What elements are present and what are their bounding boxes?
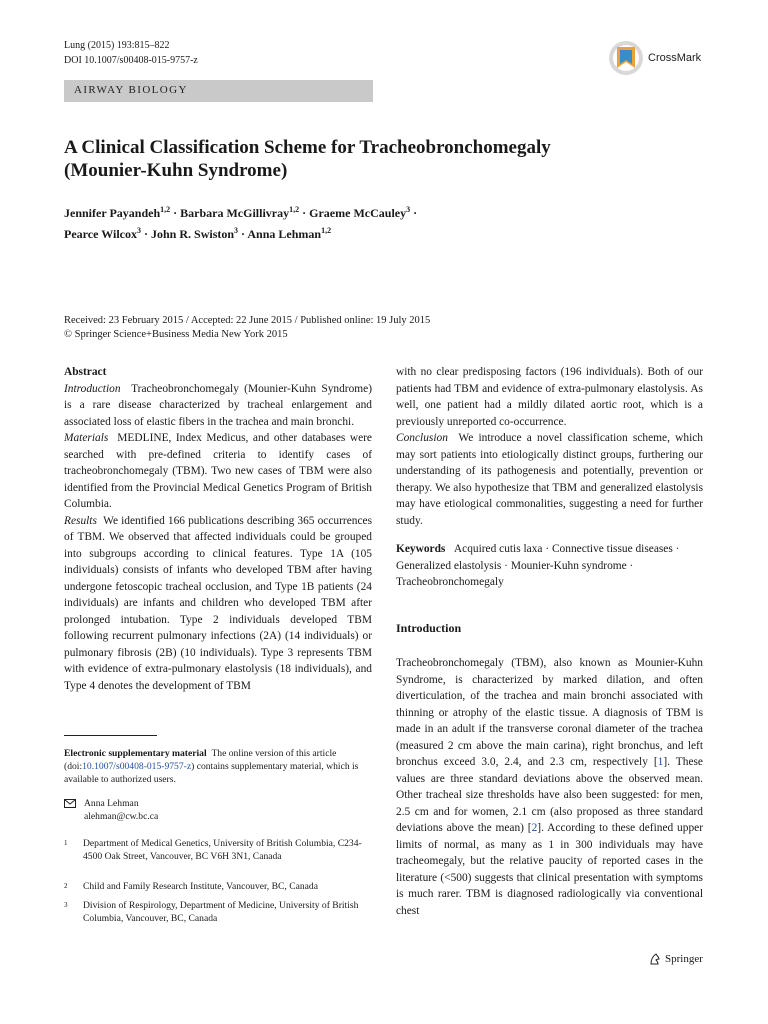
crossmark-icon (606, 38, 646, 78)
results-continued: with no clear predisposing factors (196 individuals). Both of our patients had TBM and evidence of extra-pulmonary elastolysis. As well, one patient had a mildly dilated aortic root, which is a previously unreported co-occurrence. (396, 366, 703, 428)
abstract-heading: Abstract (64, 366, 107, 378)
copyright-line: © Springer Science+Business Media New York 2015 (64, 329, 288, 340)
doi-line: DOI 10.1007/s00408-015-9757-z (64, 55, 198, 66)
abstract-introduction (64, 381, 372, 431)
introduction-label: Introduction (64, 382, 121, 395)
correspondence (64, 797, 372, 823)
affiliation-text: Child and Family Research Institute, Vancouver, BC, Canada (83, 881, 318, 892)
abstract-results (64, 513, 372, 695)
author-name[interactable]: Graeme McCauley (309, 206, 407, 220)
affiliation-text: Department of Medical Genetics, University of British Columbia, C234-4500 Oak Street, Vancouver, BC V6H 3N1, Canada (83, 838, 362, 862)
author-affiliation: 1,2 (160, 205, 171, 214)
envelope-icon (64, 799, 76, 808)
affiliation-text: Division of Respirology, Department of Medicine, University of British Columbia, Vancouver, BC, Canada (83, 900, 359, 924)
author-line-1 (64, 201, 704, 222)
footnote-divider (64, 735, 157, 736)
title-line-1: A Clinical Classification Scheme for Tracheobronchomegaly (64, 137, 551, 158)
abstract-right (396, 364, 703, 529)
citation-link[interactable]: 1 (657, 756, 664, 768)
author-list (64, 201, 704, 243)
intro-text-b: ]. These values are three standard deviations above the observed mean. Other tracheal size thresholds have also been suggested: for men, 2.5 cm and for women, 2.1 cm (also proposed as three standard deviations above the mean) [ (396, 756, 703, 834)
journal-citation: Lung (2015) 193:815–822 (64, 40, 170, 51)
author-separator: · (410, 206, 418, 220)
affiliation-3 (64, 899, 372, 927)
keywords-label: Keywords (396, 543, 446, 555)
crossmark-badge[interactable] (606, 38, 701, 78)
dates-line: Received: 23 February 2015 / Accepted: 22 June 2015 / Published online: 19 July 2015 (64, 315, 431, 326)
supplementary-label: Electronic supplementary material (64, 748, 207, 759)
affiliation-1 (64, 837, 372, 877)
results-text: We identified 166 publications describing 365 occurrences of TBM. We observed that affected individuals could be grouped into subgroups according to clinical features. Type 1A (105 individuals) consists of infants who developed TBM after having undergone fetoscopic tracheal occlusion, and Type 1B patients (24 individuals) are infants and children who developed TBM after prolonged intubation. Type 2 individuals developed TBM following recurrent pulmonary infections (2A) (14 individuals) or pulmonary fibrosis (2B) (10 individuals). Type 3 represents TBM with evidence of extra-pulmonary elastolysis (18 individuals), and Type 4 denotes the development of TBM (64, 514, 372, 692)
materials-text: MEDLINE, Index Medicus, and other databases were searched with pre-defined criteria to identify cases of tracheobronchomegaly (TBM). Two new cases of TBM were also identified from the Provincial Medical Genetics Program of British Columbia. (64, 432, 372, 510)
intro-text-a: Tracheobronchomegaly (TBM), also known as Mounier-Kuhn Syndrome, is characterized by marked dilation, and often diverticulation, of the trachea and main bronchi associated with thinning or atrophy of the elastic tissue. A diagnosis of TBM is made in an adult if the transverse coronal diameter of the trachea (measured 2 cm above the main carina), right bronchus, and left bronchus exceed 3.0, 2.4, and 2.3 cm, respectively [ (396, 657, 703, 768)
introduction-paragraph (396, 655, 703, 919)
author-separator: · (140, 227, 151, 241)
crossmark-label: CrossMark (648, 52, 702, 64)
publisher-logo (648, 952, 703, 966)
author-name[interactable]: Pearce Wilcox (64, 227, 137, 241)
author-name[interactable]: John R. Swiston (151, 227, 235, 241)
author-affiliation: 3 (136, 226, 141, 235)
affiliation-number: 3 (64, 901, 68, 909)
keywords-text: Acquired cutis laxa · Connective tissue diseases · Generalized elastolysis · Mounier-Kuhn syndrome · Tracheobronchomegaly (396, 543, 680, 588)
affiliation-2 (64, 880, 372, 894)
results-label: Results (64, 514, 97, 527)
author-name[interactable]: Barbara McGillivray (180, 206, 290, 220)
title-line-2: (Mounier-Kuhn Syndrome) (64, 160, 288, 181)
materials-label: Materials (64, 432, 109, 444)
abstract-materials (64, 430, 372, 513)
springer-horse-icon (648, 952, 662, 966)
author-affiliation: 1,2 (289, 205, 300, 214)
keywords (396, 541, 703, 591)
correspondence-email[interactable]: alehman@cw.bc.ca (84, 811, 159, 822)
article-title (64, 136, 704, 182)
author-separator: · (170, 206, 181, 220)
author-name[interactable]: Anna Lehman (247, 227, 322, 241)
conclusion-text: We introduce a novel classification scheme, which may sort patients into etiologically distinct groups, furthering our understanding of its pathogenesis and potentially, prevention or therapy. We also hypothesize that TBM and generalized elastolysis may have etiological commonalities, suggesting a need for further study. (396, 432, 703, 527)
section-banner (64, 80, 373, 102)
author-affiliation: 1,2 (321, 226, 332, 235)
supplementary-doi-link[interactable]: 10.1007/s00408-015-9757-z (82, 761, 192, 772)
author-line-2 (64, 222, 704, 243)
affiliation-number: 2 (64, 882, 68, 890)
author-separator: · (238, 227, 248, 241)
supplementary-text-before: The online version of this article (doi: (64, 748, 337, 772)
supplementary-text-after: ) contains supplementary material, which is available to authorized users. (64, 761, 359, 785)
correspondence-name: Anna Lehman (84, 798, 139, 809)
conclusion-label: Conclusion (396, 432, 448, 444)
citation-link[interactable]: 2 (531, 822, 538, 834)
publisher-name: Springer (665, 953, 703, 965)
abstract-conclusion (396, 430, 703, 529)
introduction-body (396, 655, 703, 919)
intro-text-c: ]. According to these defined upper limits of normal, as many as 1 in 300 individuals may have tracheomegaly, but the relative paucity of reported cases in the literature (<500) suggests that clinical presentation with symptoms is much rarer. TBM is diagnosed radiologically via conventional chest (396, 822, 703, 917)
author-affiliation: 3 (406, 205, 411, 214)
introduction-text: Tracheobronchomegaly (Mounier-Kuhn Syndrome) is a rare disease characterized by tracheal enlargement and associated loss of elastic fibers in the trachea and main bronchi. (64, 382, 372, 428)
publication-dates (64, 314, 704, 342)
supplementary-note (64, 747, 372, 786)
author-separator: · (299, 206, 310, 220)
abstract-left (64, 364, 372, 694)
author-affiliation: 3 (234, 226, 239, 235)
author-name[interactable]: Jennifer Payandeh (64, 206, 161, 220)
introduction-heading: Introduction (396, 621, 462, 635)
section-banner-label: AIRWAY BIOLOGY (74, 84, 188, 96)
affiliation-number: 1 (64, 839, 68, 847)
